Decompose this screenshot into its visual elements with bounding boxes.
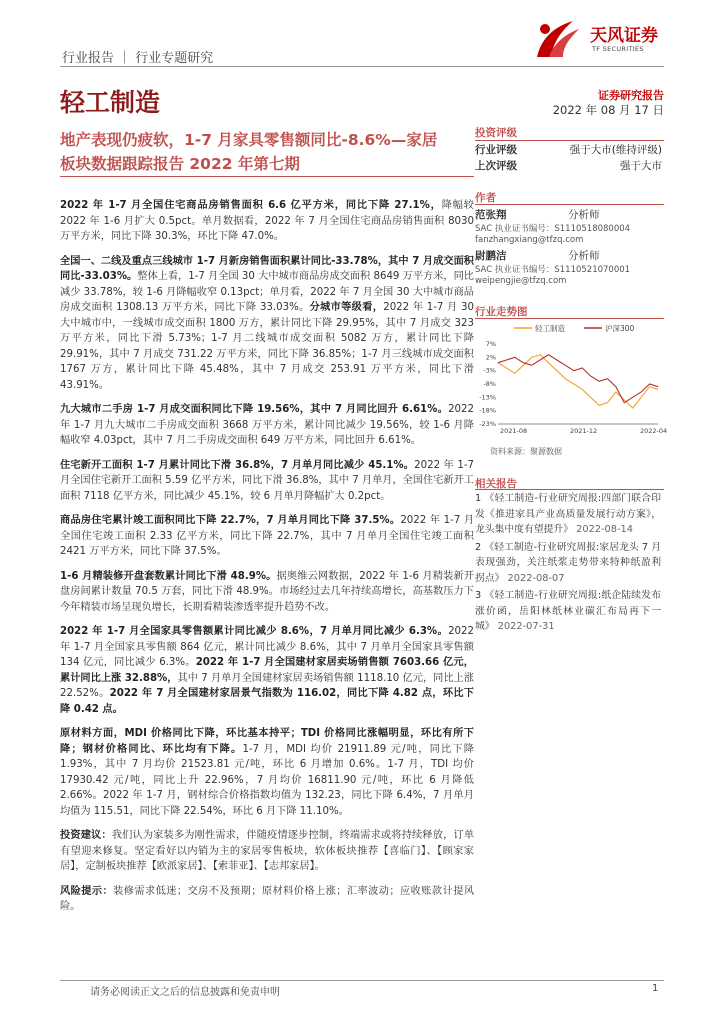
trend-divider	[475, 318, 664, 319]
report-type: 证券研究报告	[598, 89, 664, 102]
y-tick-label: -3%	[483, 366, 496, 375]
related-divider	[475, 489, 664, 490]
company-name: 天风证券	[590, 26, 658, 46]
page-number: 1	[652, 983, 659, 994]
related-report-title[interactable]: 2 《轻工制造-行业研究周报:家居龙头 7 月表现强劲，关注纸浆走势带来特种纸盈利拐点》	[475, 541, 661, 584]
legend-label: 沪深300	[605, 324, 635, 333]
related-heading: 相关报告	[475, 478, 517, 490]
trend-heading: 行业走势图	[475, 306, 528, 318]
related-report-date: 2022-07-31	[497, 621, 555, 632]
paragraph-furniture-retail: 2022 年 1-7 月全国家具零售额累计同比减少 8.6%，7 月单月同比减少 6.3%。2022 年 1-7 月全国家具零售额 864 亿元，累计同比减少 8.6%，其中 7 月单月全国家具零售额 134 亿元，同比减少 6.3%。2022 年 1-7 月全国建材家居卖场销售额 7603.66 亿元，累计同比上涨 32.88%，其中 7 月单月全国建材家居卖场销售额 1118.10 亿元，同比上涨 22.52%。2022 年 7 月全国建材家居景气指数为 116.02，同比下降 4.82 点，环比下降 0.42 点。	[60, 626, 475, 715]
related-report-item[interactable]	[475, 540, 661, 587]
y-tick-label: -18%	[479, 406, 496, 415]
company-name-en: TF SECURITIES	[592, 45, 644, 53]
paragraph-decorated-units: 1-6 月精装修开盘套数累计同比下滑 48.9%。据奥维云网数据，2022 年 1-6 月精装新开盘房间累计数量 70.5 万套，同比下滑 48.9%。市场经过去几年持续高增长，高基数压力下今年精装市场呈现负增长，长期看精装渗透率提升趋势不改。	[60, 570, 474, 613]
analyst-name: 范张翔	[475, 209, 507, 221]
related-report-title[interactable]: 1 《轻工制造-行业研究周报:四部门联合印发《推进家具产业高质量发展行动方案》，龙头集中度有望提升》	[475, 493, 661, 535]
industry-title: 轻工制造	[60, 88, 161, 117]
tf-logo-icon	[531, 17, 585, 61]
authors-divider	[475, 204, 664, 205]
analyst-role: 分析师	[568, 209, 600, 221]
rating-row-previous	[475, 158, 664, 173]
related-list	[475, 491, 661, 635]
rating-value: 强于大市(维持评级)	[569, 144, 662, 156]
paragraph-sales-area: 2022 年 1-7 月全国住宅商品房销售面积 6.6 亿平方米，同比下降 27.1%，降幅较 2022 年 1-6 月扩大 0.5pct。单月数据看，2022 年 7 月全国住宅商品房销售面积 8030 万平方米，同比下降 30.3%，环比下降 47.0%。	[60, 200, 474, 242]
related-report-date: 2022-08-07	[507, 572, 565, 584]
chart-source: 资料来源：聚源数据	[490, 447, 562, 456]
title-divider	[60, 176, 474, 177]
rating-divider	[475, 140, 664, 141]
related-report-title[interactable]: 3 《轻工制造-行业研究周报:纸企陆续发布涨价函，岳阳林纸林业碳汇布局再下一城》	[475, 590, 661, 632]
related-report-item[interactable]	[475, 491, 661, 538]
analyst-email[interactable]: weipengjie@tfzq.com	[475, 276, 567, 286]
trend-chart	[478, 320, 668, 442]
paragraph-raw-materials: 原材料方面，MDI 价格同比下降，环比基本持平；TDI 价格同比涨幅明显，环比有所下降；钢材价格同比、环比均有下降。1-7 月，MDI 均价 21911.89 元/吨，同比下降 1.93%，其中 7 月均价 21523.81 元/吨，环比 6 月增加 0.6%。1-7 月，TDI 均价 17930.42 元/吨，同比上升 22.96%，7 月均价 16811.90 元/吨，环比 6 月降低 2.66%。2022 年 1-7 月，钢材综合价格指数均值为 132.23，同比下降 6.4%，7 月单月均值为 115.51，同比下降 22.54%，环比 6 月下降 11.10%。	[60, 728, 474, 817]
y-tick-label: 2%	[485, 353, 496, 362]
paragraph-completions: 商品房住宅累计竣工面积同比下降 22.7%，7 月单月同比下降 37.5%。2022 年 1-7 月全国住宅竣工面积 2.33 亿平方米，同比下降 22.7%，其中 7 月单月全国住宅竣工面积 2421 万平方米，同比下降 37.5%。	[60, 515, 475, 557]
y-tick-label: -13%	[479, 393, 496, 402]
disclaimer-note[interactable]: 请务必阅读正文之后的信息披露和免责申明	[90, 987, 280, 998]
x-tick-label: 2021-12	[570, 427, 598, 435]
legend-label: 轻工制造	[535, 324, 565, 333]
rating-row-industry	[475, 142, 664, 157]
analyst-email[interactable]: fanzhangxiang@tfzq.com	[475, 235, 584, 245]
related-report-date: 2022-08-14	[576, 524, 634, 535]
rating-label: 上次评级	[475, 160, 517, 172]
paragraph-city-sales: 全国一、二线及重点三线城市 1-7 月新房销售面积累计同比-33.78%，其中 7 月成交面积同比-33.03%。整体上看，1-7 月全国 30 大中城市商品房成交面积 8649 万平方米，同比减少 33.78%，较 1-6 月降幅收窄 0.13pct；单月看，2022 年 7 月全国 30 大中城市商品房成交面积 1308.13 万平方米，同比下降 33.03%。分城市等级看，2022 年 1-7 月 30 大中城市中，一线城市成交面积 1800 万方，累计同比下降 29.95%，其中 7 月成交 323 万平方米，同比下滑 5.73%；1-7 月二线城市成交面积 5082 万方，累计同比下降 29.91%，其中 7 月成交 731.22 万平方米，同比下降 36.85%；1-7 月三线城市成交面积 1767 万方，累计同比下降 45.48%，其中 7 月成交 253.91 万平方米，同比下滑 43.91%。	[60, 255, 475, 391]
paragraph-new-starts: 住宅新开工面积 1-7 月累计同比下滑 36.8%，7 月单月同比减少 45.1%。2022 年 1-7 月全国住宅新开工面积 5.59 亿平方米，同比下滑 36.8%，其中 7 月单月，全国住宅新开工面积 7118 亿平方米，同比减少 45.1%，较 6 月单月降幅扩大 0.2pct。	[60, 459, 474, 502]
rating-heading: 投资评级	[475, 127, 517, 139]
report-date: 2022 年 08 月 17 日	[552, 103, 664, 117]
report-title-line1: 地产表现仍疲软，1-7 月家具零售额同比-8.6%—家居	[60, 131, 438, 149]
report-title	[60, 128, 470, 176]
footer-divider	[60, 980, 664, 981]
y-tick-label: 7%	[485, 340, 496, 348]
rating-label: 行业评级	[475, 144, 517, 156]
y-tick-label: -23%	[479, 420, 496, 428]
report-category: 行业报告 ｜ 行业专题研究	[62, 51, 214, 66]
related-report-item[interactable]	[475, 588, 661, 635]
report-title-line2: 板块数据跟踪报告 2022 年第七期	[60, 155, 300, 173]
paragraph-risk-warning: 风险提示：装修需求低迷；交房不及预期；原材料价格上涨；汇率波动；应收账款计提风险。	[60, 885, 475, 912]
series-line-csi300	[498, 355, 658, 403]
rating-value: 强于大市	[620, 160, 662, 172]
analyst-sac: SAC 执业证书编号：S1110518080004	[475, 224, 631, 234]
series-line-light-industry	[498, 355, 658, 408]
paragraph-second-hand: 九大城市二手房 1-7 月成交面积同比下降 19.56%，其中 7 月同比回升 6.61%。2022 年 1-7 月九大城市二手房成交面积 3668 万平方米，累计同比减少 19.56%，较 1-6 月降幅收窄 4.03pct，其中 7 月二手房成交面积 649 万平方米，同比回升 6.61%。	[60, 404, 474, 446]
analyst-role: 分析师	[568, 250, 600, 262]
authors-heading: 作者	[475, 192, 496, 204]
x-tick-label: 2021-08	[500, 427, 528, 435]
analyst-name: 尉鹏洁	[475, 250, 507, 262]
paragraph-investment-advice: 投资建议：我们认为家装多为刚性需求，伴随疫情逐步控制，终端需求或将持续释放，订单有望迎来修复。坚定看好以内销为主的家居零售板块，软体板块推荐【喜临门】、【顾家家居】，定制板块推荐【欧派家居】、【索菲亚】、【志邦家居】。	[60, 830, 475, 872]
analyst-sac: SAC 执业证书编号：S1110521070001	[475, 265, 631, 275]
x-tick-label: 2022-04	[640, 427, 668, 435]
report-body	[60, 198, 474, 924]
header-divider	[60, 66, 664, 67]
y-tick-label: -8%	[483, 380, 496, 388]
